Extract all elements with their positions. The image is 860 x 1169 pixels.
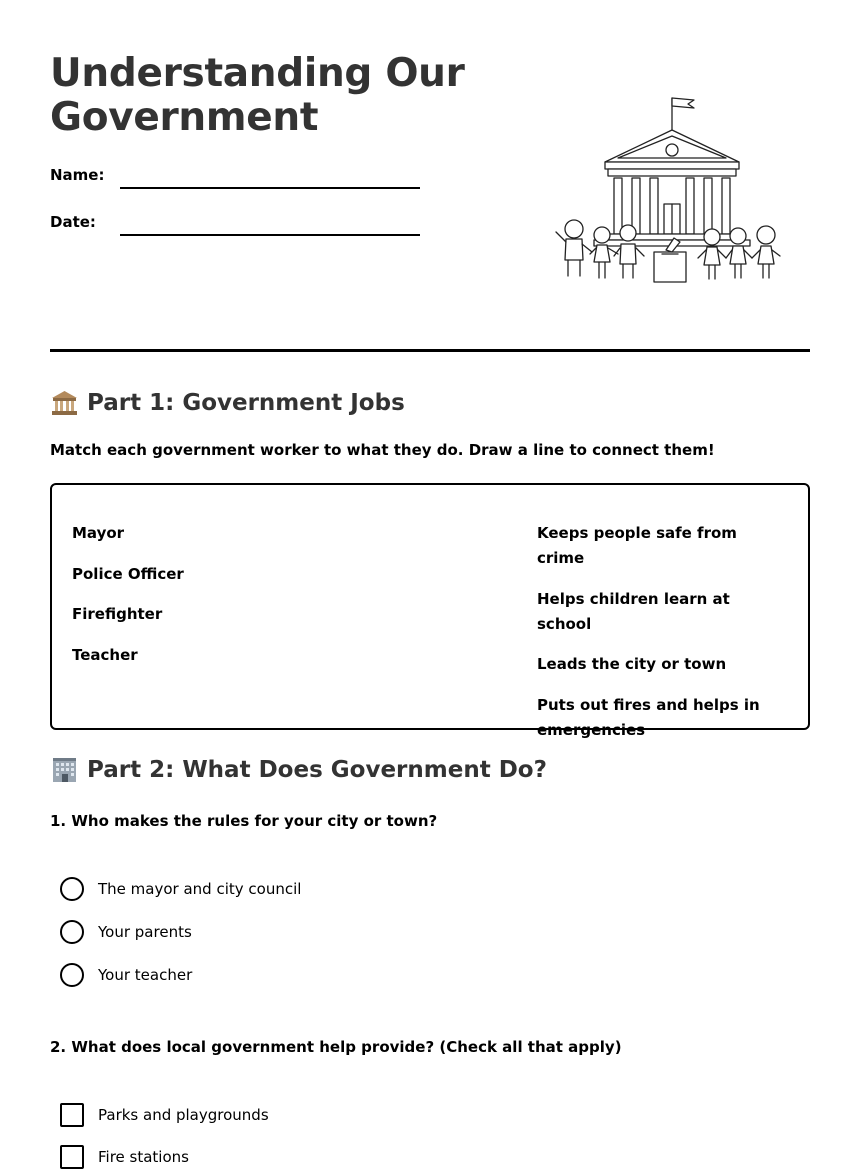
option-label: Your parents bbox=[98, 923, 192, 941]
matching-box bbox=[50, 483, 810, 739]
checkbox[interactable] bbox=[60, 1145, 84, 1169]
q1-option-1[interactable] bbox=[60, 877, 301, 901]
office-building-icon bbox=[50, 755, 79, 784]
worker-item: Police Officer bbox=[72, 564, 184, 583]
radio-button[interactable] bbox=[60, 920, 84, 944]
q2-option-2[interactable] bbox=[60, 1145, 189, 1169]
header-divider bbox=[50, 349, 810, 352]
question-2: 2. What does local government help provide? (Check all that apply) bbox=[50, 1038, 622, 1056]
worksheet-title: Understanding Our Government bbox=[50, 51, 465, 140]
classical-building-icon bbox=[50, 388, 79, 417]
option-label: Fire stations bbox=[98, 1148, 189, 1166]
part1-title: Part 1: Government Jobs bbox=[87, 389, 405, 416]
name-field[interactable] bbox=[120, 187, 420, 189]
option-label: Parks and playgrounds bbox=[98, 1106, 269, 1124]
q2-option-1[interactable] bbox=[60, 1103, 269, 1127]
part2-heading bbox=[50, 755, 547, 784]
duty-item: Keeps people safe from crime bbox=[537, 524, 737, 567]
duty-item: Helps children learn at school bbox=[537, 589, 730, 633]
radio-button[interactable] bbox=[60, 963, 84, 987]
name-label: Name: bbox=[50, 166, 105, 184]
question-1: 1. Who makes the rules for your city or town? bbox=[50, 812, 438, 830]
duty-item: Puts out fires and helps in emergencies bbox=[537, 695, 760, 739]
government-building-illustration bbox=[548, 92, 784, 286]
duty-item: Leads the city or town bbox=[537, 655, 727, 673]
part2-title: Part 2: What Does Government Do? bbox=[87, 756, 547, 783]
q1-option-2[interactable] bbox=[60, 920, 192, 944]
checkbox[interactable] bbox=[60, 1103, 84, 1127]
q1-option-3[interactable] bbox=[60, 963, 192, 987]
duty-column bbox=[537, 521, 777, 758]
part1-instructions: Match each government worker to what they do. Draw a line to connect them! bbox=[50, 441, 715, 459]
worker-item: Teacher bbox=[72, 645, 138, 664]
worker-item: Firefighter bbox=[72, 605, 163, 623]
date-field[interactable] bbox=[120, 234, 420, 236]
date-label: Date: bbox=[50, 213, 96, 231]
worker-item: Mayor bbox=[72, 524, 125, 542]
option-label: Your teacher bbox=[98, 966, 193, 984]
option-label: The mayor and city council bbox=[98, 880, 302, 898]
radio-button[interactable] bbox=[60, 877, 84, 901]
worker-column bbox=[72, 521, 184, 683]
part1-heading bbox=[50, 388, 405, 417]
